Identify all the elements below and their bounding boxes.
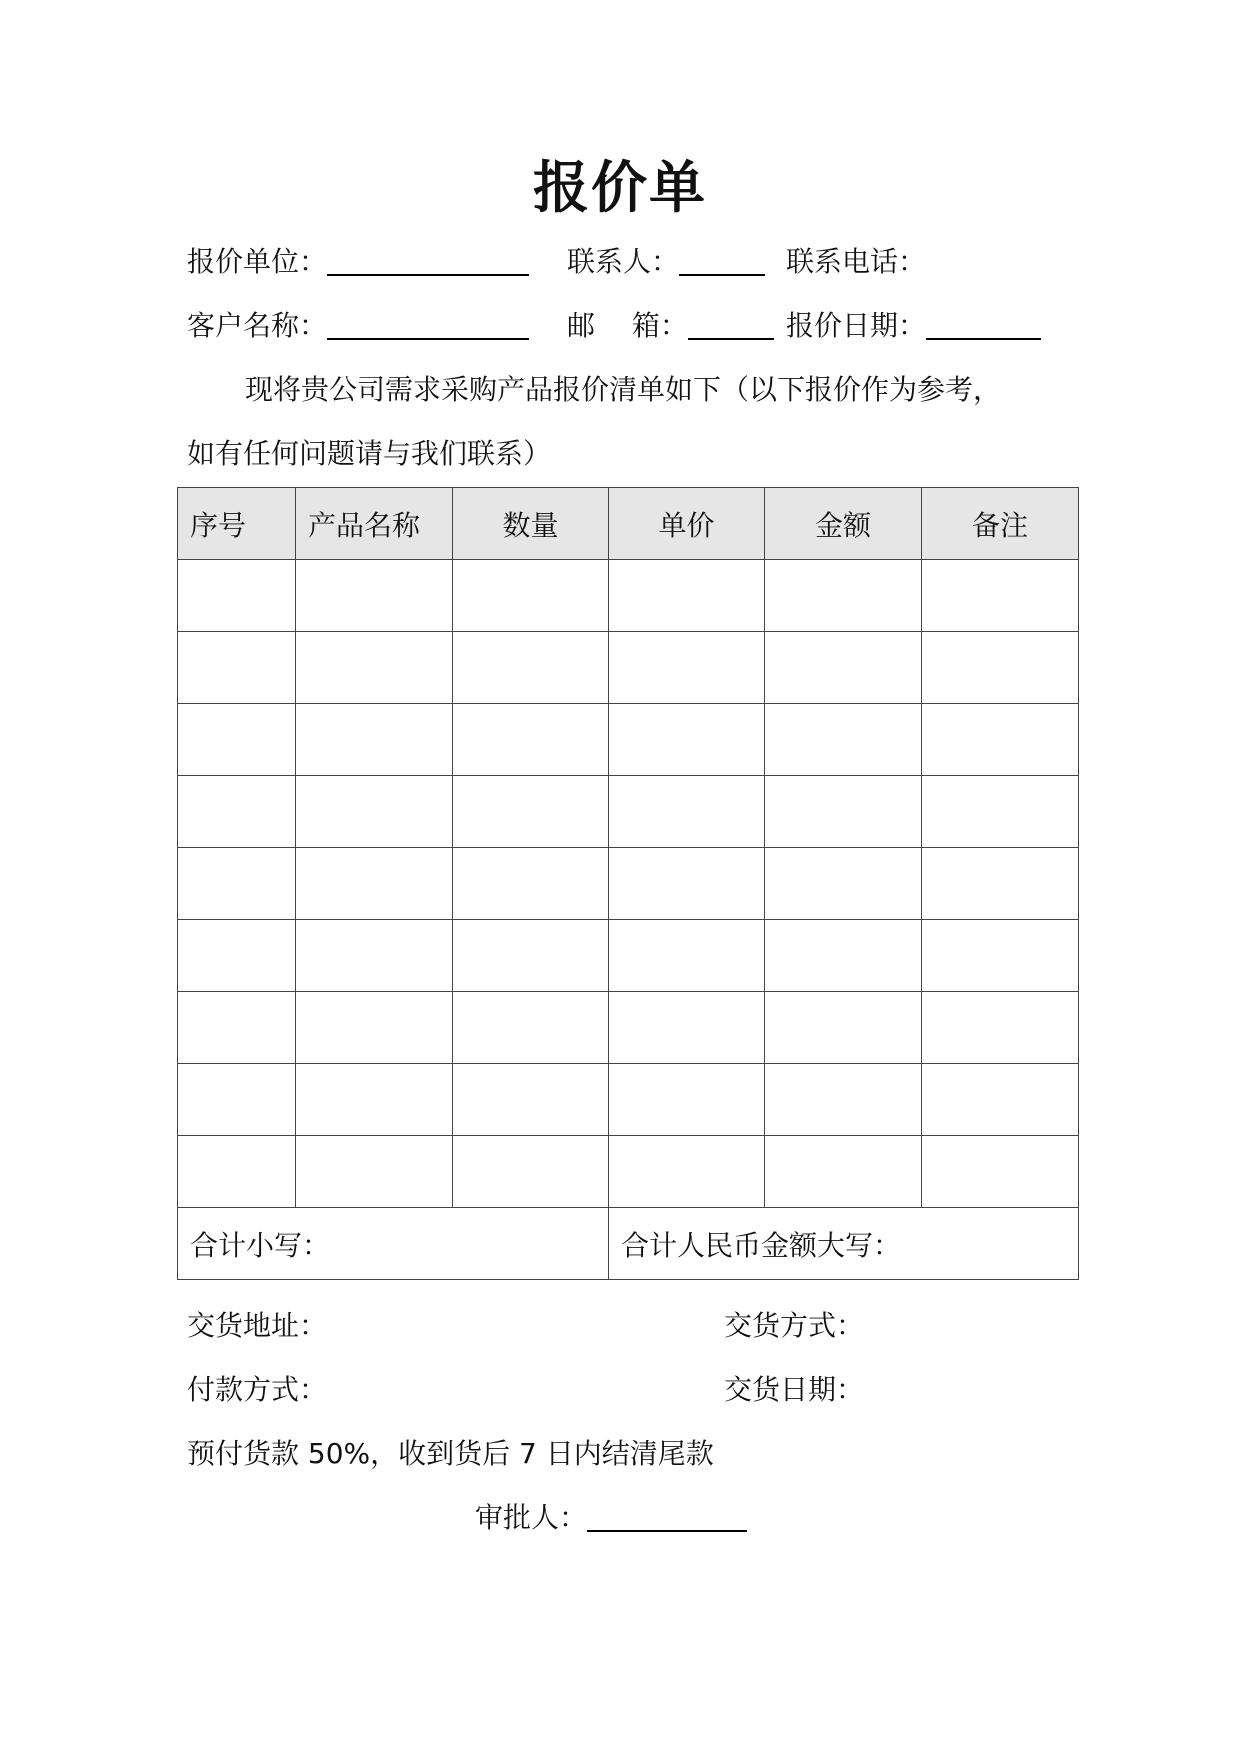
cell-quantity[interactable]	[453, 704, 609, 776]
col-header-remarks: 备注	[922, 488, 1079, 560]
cell-product-name[interactable]	[296, 1064, 453, 1136]
delivery-date-label: 交货日期：	[724, 1373, 865, 1406]
quote-unit-row	[187, 242, 529, 282]
cell-amount[interactable]	[765, 920, 922, 992]
cell-unit-price[interactable]	[609, 1064, 765, 1136]
cell-unit-price[interactable]	[609, 848, 765, 920]
table-row	[178, 632, 1079, 704]
col-header-product-name: 产品名称	[296, 488, 453, 560]
phone-row	[786, 242, 926, 282]
cell-index[interactable]	[178, 704, 296, 776]
cell-remarks[interactable]	[922, 992, 1079, 1064]
quote-date-label: 报价日期：	[786, 309, 927, 342]
table-row	[178, 992, 1079, 1064]
intro-line-1: 现将贵公司需求采购产品报价清单如下（以下报价作为参考，	[245, 373, 1002, 406]
delivery-method-label: 交货方式：	[724, 1309, 865, 1342]
cell-quantity[interactable]	[453, 848, 609, 920]
email-field[interactable]	[688, 308, 774, 340]
customer-label: 客户名称：	[187, 309, 328, 342]
cell-quantity[interactable]	[453, 1064, 609, 1136]
approver-label: 审批人：	[475, 1501, 588, 1534]
customer-row	[187, 306, 529, 346]
cell-index[interactable]	[178, 1064, 296, 1136]
cell-remarks[interactable]	[922, 1136, 1079, 1208]
cell-amount[interactable]	[765, 1136, 922, 1208]
phone-label: 联系电话：	[786, 245, 927, 278]
cell-unit-price[interactable]	[609, 560, 765, 632]
cell-amount[interactable]	[765, 848, 922, 920]
cell-amount[interactable]	[765, 776, 922, 848]
cell-unit-price[interactable]	[609, 632, 765, 704]
cell-quantity[interactable]	[453, 776, 609, 848]
quote-date-row	[786, 306, 1041, 346]
cell-product-name[interactable]	[296, 560, 453, 632]
table-row	[178, 1064, 1079, 1136]
contact-label: 联系人：	[567, 245, 680, 278]
table-row	[178, 704, 1079, 776]
col-header-index: 序号	[178, 488, 296, 560]
cell-remarks[interactable]	[922, 560, 1079, 632]
cell-index[interactable]	[178, 920, 296, 992]
cell-remarks[interactable]	[922, 632, 1079, 704]
cell-remarks[interactable]	[922, 1064, 1079, 1136]
payment-terms: 预付货款 50%，收到货后 7 日内结清尾款	[187, 1437, 714, 1470]
cell-remarks[interactable]	[922, 776, 1079, 848]
quote-date-field[interactable]	[926, 308, 1041, 340]
cell-product-name[interactable]	[296, 632, 453, 704]
cell-index[interactable]	[178, 632, 296, 704]
cell-unit-price[interactable]	[609, 704, 765, 776]
cell-amount[interactable]	[765, 704, 922, 776]
email-row	[567, 306, 774, 346]
cell-quantity[interactable]	[453, 560, 609, 632]
cell-quantity[interactable]	[453, 632, 609, 704]
col-header-quantity: 数量	[453, 488, 609, 560]
approver-field[interactable]	[587, 1500, 747, 1532]
total-lower-label: 合计小写：	[190, 1228, 331, 1262]
total-lower-cell[interactable]	[178, 1208, 609, 1280]
cell-remarks[interactable]	[922, 704, 1079, 776]
cell-index[interactable]	[178, 992, 296, 1064]
cell-amount[interactable]	[765, 1064, 922, 1136]
quote-unit-field[interactable]	[327, 244, 529, 276]
cell-product-name[interactable]	[296, 848, 453, 920]
intro-line-2: 如有任何问题请与我们联系）	[187, 437, 552, 470]
table-row	[178, 1136, 1079, 1208]
table-row	[178, 560, 1079, 632]
page-title: 报价单	[533, 155, 707, 221]
cell-product-name[interactable]	[296, 704, 453, 776]
cell-index[interactable]	[178, 776, 296, 848]
quote-table	[177, 487, 1079, 1280]
cell-quantity[interactable]	[453, 1136, 609, 1208]
cell-amount[interactable]	[765, 992, 922, 1064]
cell-unit-price[interactable]	[609, 1136, 765, 1208]
col-header-unit-price: 单价	[609, 488, 765, 560]
contact-field[interactable]	[679, 244, 765, 276]
cell-unit-price[interactable]	[609, 776, 765, 848]
quote-unit-label: 报价单位：	[187, 245, 328, 278]
cell-index[interactable]	[178, 560, 296, 632]
cell-remarks[interactable]	[922, 920, 1079, 992]
col-header-amount: 金额	[765, 488, 922, 560]
total-upper-cell[interactable]	[609, 1208, 1079, 1280]
table-header-row	[178, 488, 1079, 560]
cell-amount[interactable]	[765, 632, 922, 704]
payment-method-label: 付款方式：	[187, 1373, 328, 1406]
contact-row	[567, 242, 765, 282]
cell-index[interactable]	[178, 848, 296, 920]
cell-product-name[interactable]	[296, 776, 453, 848]
cell-product-name[interactable]	[296, 1136, 453, 1208]
email-label: 邮 箱：	[567, 309, 688, 342]
approver-row	[475, 1498, 747, 1538]
cell-product-name[interactable]	[296, 992, 453, 1064]
delivery-address-label: 交货地址：	[187, 1309, 328, 1342]
table-row	[178, 920, 1079, 992]
customer-field[interactable]	[327, 308, 529, 340]
total-upper-label: 合计人民币金额大写：	[621, 1228, 902, 1262]
table-row	[178, 776, 1079, 848]
cell-product-name[interactable]	[296, 920, 453, 992]
cell-amount[interactable]	[765, 560, 922, 632]
cell-unit-price[interactable]	[609, 920, 765, 992]
table-body	[178, 560, 1079, 1208]
cell-quantity[interactable]	[453, 920, 609, 992]
cell-quantity[interactable]	[453, 992, 609, 1064]
total-row	[178, 1208, 1079, 1280]
cell-unit-price[interactable]	[609, 992, 765, 1064]
cell-remarks[interactable]	[922, 848, 1079, 920]
cell-index[interactable]	[178, 1136, 296, 1208]
table-row	[178, 848, 1079, 920]
